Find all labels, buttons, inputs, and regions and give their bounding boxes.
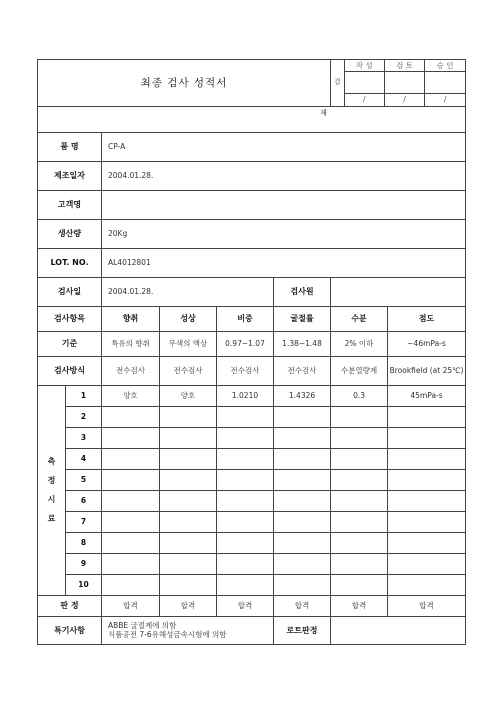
inspector-value — [331, 277, 466, 306]
measurement-row — [38, 448, 466, 469]
measurement-cell[interactable] — [274, 574, 331, 595]
judgement-cell: 합격 — [217, 595, 274, 616]
measurement-cell[interactable] — [331, 490, 388, 511]
spec-method-cell: 전수검사 — [274, 356, 331, 385]
customer-value — [102, 190, 466, 219]
measurement-cell[interactable] — [274, 469, 331, 490]
mfg-date-label: 제조일자 — [38, 161, 102, 190]
measurement-cell[interactable] — [331, 448, 388, 469]
measurement-cell[interactable] — [102, 511, 160, 532]
measurement-cell[interactable] — [160, 427, 217, 448]
measurement-cell[interactable] — [331, 511, 388, 532]
measurement-cell[interactable] — [160, 490, 217, 511]
judgement-label: 판 정 — [38, 595, 102, 616]
sample-number: 5 — [66, 469, 102, 490]
remarks-row — [38, 616, 466, 644]
measurement-cell[interactable] — [274, 406, 331, 427]
measurement-cell[interactable] — [331, 532, 388, 553]
spec-method-cell: 전수검사 — [102, 356, 160, 385]
spec-method-cell: 수분열량계 — [331, 356, 388, 385]
lot-value: AL4012801 — [102, 248, 466, 277]
spec-standard-cell: ~46mPa-s — [388, 331, 466, 356]
approval-bottom-strip — [38, 106, 466, 132]
measurement-cell[interactable] — [388, 532, 466, 553]
spec-method-cell: Brookfield (at 25℃) — [388, 356, 466, 385]
measurement-cell[interactable] — [160, 532, 217, 553]
measurement-row — [38, 511, 466, 532]
approval-box — [331, 60, 466, 107]
spec-column-header: 점도 — [388, 306, 466, 331]
measurement-cell[interactable] — [331, 406, 388, 427]
approval-sign-approve[interactable] — [425, 72, 465, 94]
judgement-row — [38, 595, 466, 616]
measurement-cell[interactable]: 0.3 — [331, 385, 388, 406]
measurement-row — [38, 553, 466, 574]
measurement-cell[interactable] — [217, 532, 274, 553]
lot-judgement-value[interactable] — [331, 616, 466, 644]
measurement-cell[interactable] — [331, 427, 388, 448]
sample-number: 9 — [66, 553, 102, 574]
items-label: 검사항목 — [38, 306, 102, 331]
approval-role-review: 검 토 — [384, 60, 424, 72]
customer-label: 고객명 — [38, 190, 102, 219]
measurement-cell[interactable]: 1.0210 — [217, 385, 274, 406]
measurement-cell[interactable] — [217, 574, 274, 595]
measurement-cell[interactable] — [102, 406, 160, 427]
measurement-row — [38, 385, 466, 406]
measurement-cell[interactable] — [160, 574, 217, 595]
spec-standard-cell: 2% 이하 — [331, 331, 388, 356]
sample-number: 8 — [66, 532, 102, 553]
measurement-row — [38, 532, 466, 553]
spec-standard-cell: 특유의 향취 — [102, 331, 160, 356]
measurement-cell[interactable] — [388, 574, 466, 595]
spec-column-header: 수분 — [331, 306, 388, 331]
mfg-date-value: 2004.01.28. — [102, 161, 466, 190]
measurement-row — [38, 406, 466, 427]
measurement-cell[interactable] — [217, 511, 274, 532]
measurement-cell[interactable] — [388, 406, 466, 427]
remarks-line: 식품공전 7-6유해성금속시험에 의함 — [108, 630, 227, 639]
measurement-cell[interactable] — [274, 427, 331, 448]
approval-date-write: / — [344, 94, 384, 106]
spec-standard-cell: 0.97~1.07 — [217, 331, 274, 356]
measurement-cell[interactable] — [331, 469, 388, 490]
quantity-label: 생산량 — [38, 219, 102, 248]
spec-standard-cell: 무색의 액상 — [160, 331, 217, 356]
standard-label: 기준 — [38, 331, 102, 356]
measurement-cell[interactable] — [217, 490, 274, 511]
measurement-cell[interactable] — [388, 427, 466, 448]
approval-side-bottom: 재 — [320, 108, 327, 117]
page-title: 최종 검사 성적서 — [38, 60, 331, 107]
inspect-date-label: 검사일 — [38, 277, 102, 306]
judgement-cell: 합격 — [331, 595, 388, 616]
measurement-cell[interactable] — [102, 469, 160, 490]
measurement-row — [38, 490, 466, 511]
measurement-cell[interactable] — [102, 490, 160, 511]
measurement-cell[interactable] — [217, 406, 274, 427]
method-label: 검사방식 — [38, 356, 102, 385]
report-table — [37, 59, 466, 645]
judgement-cell: 합격 — [274, 595, 331, 616]
measurement-cell[interactable] — [217, 469, 274, 490]
measurement-cell[interactable] — [102, 532, 160, 553]
spec-method-cell: 전수검사 — [160, 356, 217, 385]
judgement-cell: 합격 — [388, 595, 466, 616]
approval-sign-write[interactable] — [344, 72, 384, 94]
measurement-cell[interactable]: 양호 — [102, 385, 160, 406]
spec-column-header: 비중 — [217, 306, 274, 331]
measurement-cell[interactable] — [274, 448, 331, 469]
measurement-cell[interactable]: 1.4326 — [274, 385, 331, 406]
measurement-row — [38, 574, 466, 595]
lot-label: LOT. NO. — [38, 248, 102, 277]
measurement-cell[interactable] — [160, 469, 217, 490]
inspect-date-value: 2004.01.28. — [102, 277, 274, 306]
quantity-value: 20Kg — [102, 219, 466, 248]
approval-date-approve: / — [425, 94, 465, 106]
measurement-cell[interactable] — [388, 553, 466, 574]
measurement-cell[interactable] — [274, 490, 331, 511]
measurement-cell[interactable]: 양호 — [160, 385, 217, 406]
sample-number: 10 — [66, 574, 102, 595]
judgement-cell: 합격 — [102, 595, 160, 616]
measurement-cell[interactable] — [217, 448, 274, 469]
spec-column-header: 굴절률 — [274, 306, 331, 331]
measurement-cell[interactable] — [160, 406, 217, 427]
inspection-report — [37, 59, 465, 639]
inspector-label: 검사원 — [274, 277, 331, 306]
lot-judgement-label: 로트판정 — [274, 616, 331, 644]
measurement-cell[interactable] — [274, 553, 331, 574]
measurement-row — [38, 427, 466, 448]
spec-standard-cell: 1.38~1.48 — [274, 331, 331, 356]
measurement-row — [38, 469, 466, 490]
measurement-cell[interactable] — [102, 574, 160, 595]
approval-sign-review[interactable] — [384, 72, 424, 94]
measurement-cell[interactable] — [274, 532, 331, 553]
measurement-cell[interactable] — [388, 490, 466, 511]
approval-role-write: 작 성 — [344, 60, 384, 72]
approval-date-review: / — [384, 94, 424, 106]
measurement-cell[interactable] — [331, 553, 388, 574]
remarks-label: 특기사항 — [38, 616, 102, 644]
sample-number: 4 — [66, 448, 102, 469]
measurement-cell[interactable] — [102, 553, 160, 574]
measurement-cell[interactable] — [160, 511, 217, 532]
measurement-side-label: 측 정 시 료 — [38, 385, 66, 595]
remarks-line: ABBE 굴절계에 의함 — [108, 620, 177, 630]
measurement-cell[interactable] — [102, 448, 160, 469]
measurement-cell[interactable] — [388, 448, 466, 469]
spec-column-header: 향취 — [102, 306, 160, 331]
measurement-cell[interactable] — [160, 448, 217, 469]
sample-number: 1 — [66, 385, 102, 406]
remarks-text — [102, 616, 274, 644]
measurement-cell[interactable] — [388, 511, 466, 532]
measurement-cell[interactable] — [274, 511, 331, 532]
measurement-cell[interactable] — [217, 427, 274, 448]
measurement-cell[interactable] — [331, 574, 388, 595]
approval-role-approve: 승 인 — [425, 60, 465, 72]
spec-column-header: 성상 — [160, 306, 217, 331]
sample-number: 3 — [66, 427, 102, 448]
sample-number: 6 — [66, 490, 102, 511]
product-value: CP-A — [102, 132, 466, 161]
sample-number: 7 — [66, 511, 102, 532]
spec-method-cell: 전수검사 — [217, 356, 274, 385]
product-label: 품 명 — [38, 132, 102, 161]
measurement-cell[interactable] — [102, 427, 160, 448]
measurement-cell[interactable] — [217, 553, 274, 574]
measurement-cell[interactable] — [388, 469, 466, 490]
measurement-cell[interactable]: 45mPa-s — [388, 385, 466, 406]
measurement-cell[interactable] — [160, 553, 217, 574]
judgement-cell: 합격 — [160, 595, 217, 616]
sample-number: 2 — [66, 406, 102, 427]
approval-side-top: 결 — [331, 60, 344, 106]
